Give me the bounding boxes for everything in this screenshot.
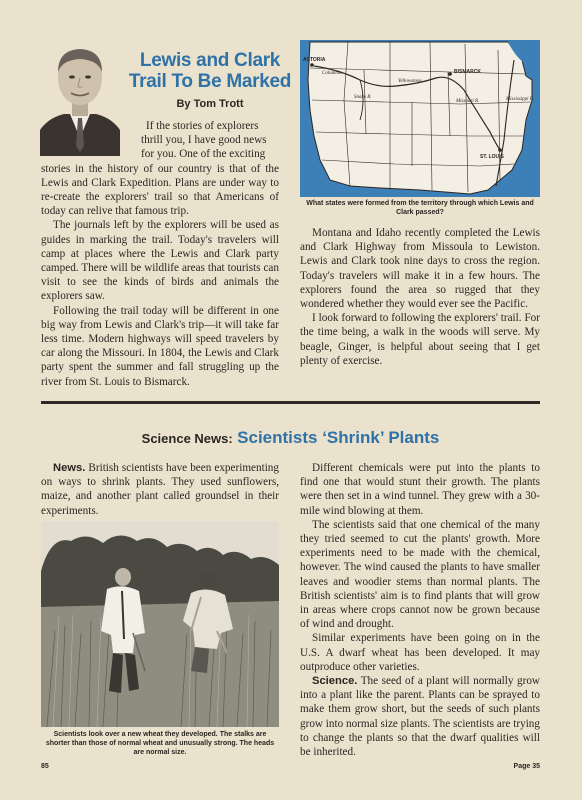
science-paragraph-5: The seed of a plant will normally grow into a plant like the parent. Plants can be sprayed to make them grow short, but the seeds of such plants grow into normal size plants. The scientists are trying to change the plants so that the dwarf qualities will be inherited. (300, 675, 540, 759)
map-label-astoria: ASTORIA (303, 57, 326, 63)
photo-caption: Scientists look over a new wheat they developed. The stalks are shorter than those of normal wheat and unusually strong. The heads are normal size. (45, 731, 275, 756)
footer-page-number: Page 35 (513, 763, 540, 770)
paragraph-4: Montana and Idaho recently completed the Lewis and Clark Highway from Missoula to Lewiston. Lewis and Clark took nine days to cross the region. Today's travelers will make it in a few hours. The explorers found the area so rugged that they wondered whether they would ever see the Pacific. (300, 227, 540, 311)
section-divider (41, 401, 540, 404)
paragraph-2: The journals left by the explorers will be used as guides in marking the trail. Today's travelers will camp at places where the Lewis and Clark party camped. There will be wildlife areas that tourists can visit to see the kinds of birds and animals the explorers saw. (41, 219, 279, 303)
science-news-heading (41, 428, 540, 448)
map-label-snake: Snake R. (354, 95, 372, 100)
science-paragraph-1: British scientists have been experimenting on ways to shrink plants. They used sunflowers, maize, and another plant called groundsel in their experiments. (41, 462, 279, 517)
science-paragraph-3: The scientists said that one chemical of the many they tried seemed to cut the plants' growth. More experiments need to be made with the chemical, however. The wind caused the plants to have smaller leaves and woodier stems than normal plants. The British scientists' aim is to find plants that will grow in areas where crops cannot now be grown because of wind and drought. (300, 518, 540, 631)
wheat-field-photo (41, 521, 279, 727)
title-line-1: Lewis and Clark (139, 50, 281, 71)
paragraph-1-rest: stories in the history of our country is that of the Lewis and Clark Expedition. Plans are under way to re-create the explorers' trail so that Americans of today can relive that famous trip. (41, 162, 279, 218)
article1-right-column (300, 226, 540, 368)
paragraph-1-line-2: thrill you, I have good news (141, 134, 267, 147)
lewis-clark-map (300, 40, 540, 197)
science-label: Science. (312, 675, 358, 688)
footer-left-number: 85 (41, 763, 49, 770)
map-label-yellowstone: Yellowstone (398, 79, 422, 84)
article-title (126, 50, 294, 92)
map-label-mississippi: Mississippi R. (506, 97, 535, 102)
map-label-bismarck: BISMARCK (454, 69, 481, 75)
map-label-missouri: Missouri R. (456, 99, 480, 104)
map-label-stlouis: ST. LOUIS (480, 154, 504, 160)
article2-right-column (300, 461, 540, 759)
byline: By Tom Trott (176, 98, 244, 110)
news-label: News. (53, 462, 86, 474)
paragraph-1-line-1: If the stories of explorers (146, 120, 259, 132)
science-headline: Scientists ‘Shrink’ Plants (237, 428, 440, 447)
paragraph-3: Following the trail today will be different in one big way from Lewis and Clark's trip—it will take far less time. Modern highways will speed travelers by car along the Missouri. In 1804, the Lewis and Clark party spent the summer and fall struggling up the river from St. Louis to Bismarck. (41, 304, 279, 388)
science-paragraph-2: Different chemicals were put into the plants to find one that would stunt their growth. The plants were then set in a wind tunnel. They grew with a 30-mile wind blowing at them. (300, 462, 540, 517)
paragraph-5: I look forward to following the explorers' trail. For the time being, a walk in the woods will serve. My beagle, Ginger, is helpful about seeing that I get plenty of exercise. (300, 312, 540, 367)
article2-left-column (41, 461, 279, 518)
science-paragraph-4: Similar experiments have been going on in the U.S. A dwarf wheat has been developed. It may outproduce other varieties. (300, 632, 540, 673)
title-line-2: Trail To Be Marked (128, 71, 292, 92)
map-label-columbia: Columbia (322, 71, 342, 76)
science-kicker: Science News: (141, 431, 233, 446)
article1-left-column (41, 119, 279, 389)
map-caption: What states were formed from the territory through which Lewis and Clark passed? (306, 200, 534, 216)
paragraph-1-line-3: for you. One of the exciting (141, 148, 266, 161)
